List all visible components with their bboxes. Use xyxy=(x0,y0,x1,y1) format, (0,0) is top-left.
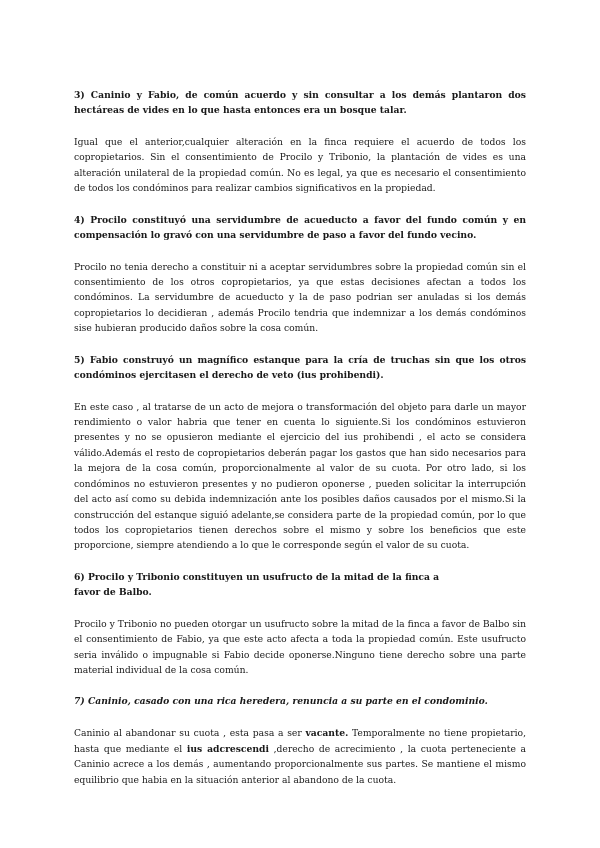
answer-4: Procilo no tenia derecho a constituir ni a aceptar servidumbres sobre la propiedad común sin el consentimiento de los otros copropietarios, ya que estas decisiones afectan a todos los condóminos. La servidumbre de acueducto y la de paso podrian ser anuladas si los demás copropietarios lo decidieran , además Procilo tendria que indemnizar a los demás condóminos sise hubieran producido daños sobre la cosa común. xyxy=(74,261,526,335)
answer-3: Igual que el anterior,cualquier alteración en la finca requiere el acuerdo de todos los copropietarios. Sin el consentimiento de Procilo y Tribonio, la plantación de vides es una alteración unilateral de la propiedad común. No es legal, ya que es necesario el consentimiento de todos los condóminos para realizar cambios significativos en la propiedad. xyxy=(74,137,526,195)
question-3: 3) Caninio y Fabio, de común acuerdo y sin consultar a los demás plantaron dos hectáreas de vides en lo que hasta entonces era un bosque talar. xyxy=(74,90,526,116)
question-6 xyxy=(74,570,526,600)
answer-7-text-2: Temporalmente no tiene propietario, hasta que mediante el xyxy=(74,728,526,755)
answer-7-term-ius-adcrescendi: ius adcrescendi xyxy=(186,743,269,755)
answer-7-text-3: ,derecho de acrecimiento , la cuota perteneciente a Caninio acrece a los demás , aumentando proporcionalmente sus partes. Se mantiene el mismo equilibrio que habia en la situación anterior al abandono de la cuota. xyxy=(74,743,526,786)
answer-5: En este caso , al tratarse de un acto de mejora o transformación del objeto para darle un mayor rendimiento o valor habria que tener en cuenta lo siguiente.Si los condóminos estuvieron presentes y no se opusieron mediante el ejercicio del ius prohibendi , el acto se considera válido.Además el resto de copropietarios deberán pagar los gastos que han sido necesarios para la mejora de la cosa común, proporcionalmente al valor de su cuota. Por otro lado, si los condóminos no estuvieron presentes y no pudieron oponerse , pueden solicitar la interrupción del acto así como su debida indemnización ante los posibles daños causados por el mismo.Si la construcción del estanque siguió adelante,se considera parte de la propiedad común, por lo que todos los copropietarios tienen derechos sobre el mismo y sobre los beneficios que este proporcione, siempre atendiendo a lo que le corresponde según el valor de su cuota. xyxy=(74,401,526,552)
question-6-line1: 6) Procilo y Tribonio constituyen un usufructo de la mitad de la finca a xyxy=(74,571,440,583)
answer-7-text-1: Caninio al abandonar su cuota , esta pasa a ser xyxy=(74,728,306,740)
question-6-line2: favor de Balbo. xyxy=(74,586,152,598)
question-7: 7) Caninio, casado con una rica heredera, renuncia a su parte en el condominio. xyxy=(74,696,488,708)
answer-6: Procilo y Tribonio no pueden otorgar un usufructo sobre la mitad de la finca a favor de Balbo sin el consentimiento de Fabio, ya que este acto afecta a toda la propiedad común. Este usufructo seria inválido o impugnable si Fabio decide oponerse.Ninguno tiene derecho sobre una parte material individual de la cosa común. xyxy=(74,618,526,676)
answer-7-term-vacante: vacante. xyxy=(305,728,349,740)
question-4: 4) Procilo constituyó una servidumbre de acueducto a favor del fundo común y en compensación lo gravó con una servidumbre de paso a favor del fundo vecino. xyxy=(74,214,526,241)
question-5: 5) Fabio construyó un magnífico estanque para la cría de truchas sin que los otros condóminos ejercitasen el derecho de veto (ius prohibendi). xyxy=(74,354,526,381)
answer-7 xyxy=(74,726,526,788)
